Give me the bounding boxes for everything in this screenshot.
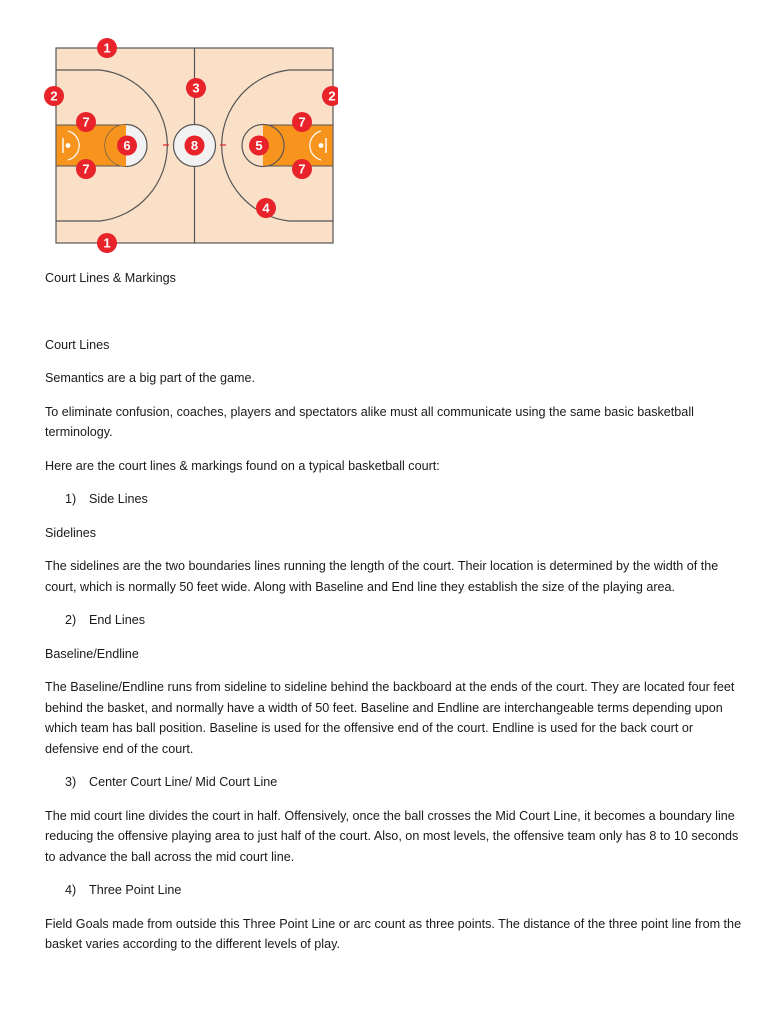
list-label: Side Lines [89, 492, 148, 506]
intro-paragraph-3: Here are the court lines & markings found on a typical basketball court: [45, 458, 440, 473]
badge-3 [186, 78, 206, 98]
list-item-three-point-line [45, 880, 745, 901]
badge-7-right-top [292, 112, 312, 132]
list-number: 4) [65, 883, 77, 897]
section-heading: Court Lines [45, 337, 110, 352]
paragraph-sidelines: The sidelines are the two boundaries lines running the length of the court. Their location is determined by the width of the court, which is normally 50 feet wide. Along with Baseline and End line they establish the size of the playing area. [45, 559, 719, 594]
list-number: 1) [65, 492, 77, 506]
paragraph-three-point-line: Field Goals made from outside this Three Point Line or arc count as three points. The distance of the three point line from the basket varies according to the different levels of play. [45, 916, 742, 951]
right-basket [319, 143, 324, 148]
document-title: Court Lines & Markings [45, 271, 176, 285]
badge-8 [185, 136, 205, 156]
paragraph-baseline-endline: The Baseline/Endline runs from sideline to sideline behind the backboard at the ends of the court. They are located four feet behind the basket, and normally have a width of 50 feet. Baseline and Endline are interchangeable terms depending upon which team has ball position. Baseline is used for the offensive end of the court. Endline is used for the back court or defensive end of the court. [45, 680, 735, 756]
badge-7-right-bottom [292, 159, 312, 179]
svg-text:7: 7 [298, 161, 306, 177]
svg-text:2: 2 [50, 88, 58, 104]
paragraph-mid-court-line: The mid court line divides the court in half. Offensively, once the ball crosses the Mid Court Line, it becomes a boundary line reducing the offensive playing area to just half of the court. Also, on most levels, the offensive team only has 8 to 10 seconds to advance the ball across the mid court line. [45, 808, 739, 864]
intro-paragraph-1: Semantics are a big part of the game. [45, 371, 256, 385]
court-diagram [38, 32, 338, 262]
list-item-end-lines [45, 610, 745, 631]
svg-text:4: 4 [262, 200, 270, 216]
badge-7-left-bottom [76, 159, 96, 179]
list-label: Three Point Line [89, 883, 182, 897]
list-item-mid-court-line [45, 772, 745, 793]
court-diagram-svg [38, 32, 338, 262]
subheading-sidelines: Sidelines [45, 525, 97, 540]
svg-text:6: 6 [123, 138, 131, 153]
svg-text:1: 1 [103, 235, 111, 251]
list-label: End Lines [89, 613, 146, 627]
badge-2-left [44, 86, 64, 106]
svg-text:1: 1 [103, 40, 111, 56]
svg-text:7: 7 [298, 114, 306, 130]
svg-text:8: 8 [190, 138, 199, 153]
svg-text:3: 3 [192, 80, 200, 96]
list-item-side-lines [45, 489, 745, 510]
badge-5 [249, 136, 269, 156]
svg-text:7: 7 [82, 161, 90, 177]
list-number: 2) [65, 613, 77, 627]
list-label: Center Court Line/ Mid Court Line [89, 775, 278, 789]
document-body [45, 268, 745, 968]
svg-text:7: 7 [82, 114, 90, 130]
badge-4 [256, 198, 276, 218]
list-number: 3) [65, 775, 77, 789]
badge-7-left-top [76, 112, 96, 132]
badge-1-top [97, 38, 117, 58]
left-basket [66, 143, 71, 148]
svg-text:2: 2 [328, 88, 336, 104]
subheading-baseline-endline: Baseline/Endline [45, 646, 139, 661]
badge-6 [117, 136, 137, 156]
badge-1-bottom [97, 233, 117, 253]
svg-text:5: 5 [255, 138, 263, 153]
intro-paragraph-2: To eliminate confusion, coaches, players and spectators alike must all communicate using the same basic basketball terminology. [45, 404, 694, 439]
